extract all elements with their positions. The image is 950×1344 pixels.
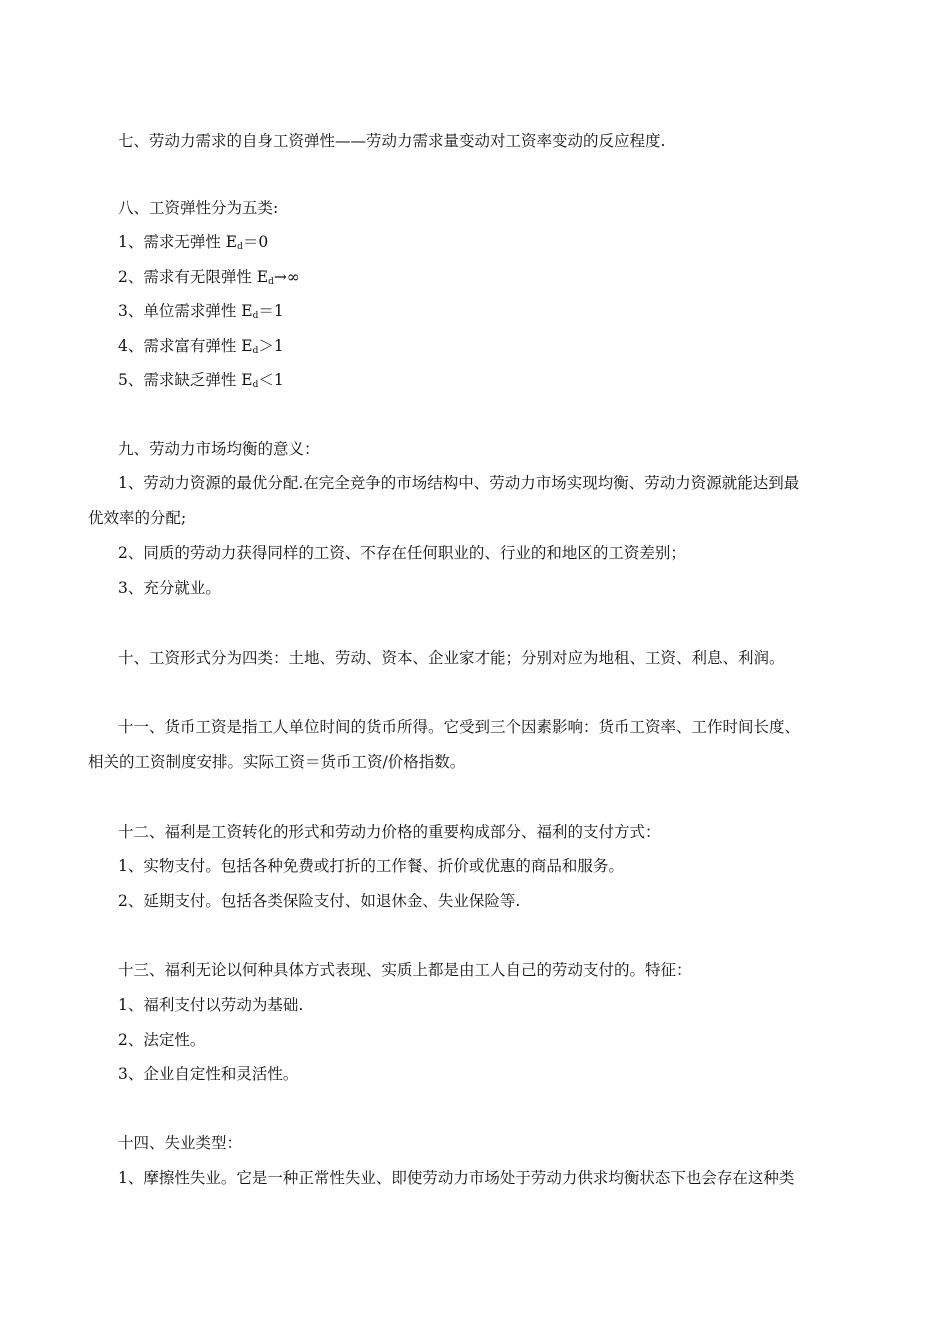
- section-8-item-2: 2、需求有无限弹性 $E_d\to\infty$: [118, 268, 300, 287]
- section-11-line-2: 相关的工资制度安排。实际工资＝货币工资/价格指数。: [88, 753, 466, 771]
- section-12-heading: 十二、福利是工资转化的形式和劳动力价格的重要构成部分、福利的支付方式：: [118, 823, 661, 841]
- section-13-heading: 十三、福利无论以何种具体方式表现、实质上都是由工人自己的劳动支付的。特征：: [118, 961, 692, 979]
- section-9-heading: 九、劳动力市场均衡的意义：: [118, 440, 320, 458]
- section-8-item-5: 5、需求缺乏弹性 $E_d<1$: [118, 371, 284, 390]
- section-8-item-1: 1、需求无弹性 $E_d=0$: [118, 233, 269, 252]
- section-10-heading: 十、工资形式分为四类：土地、劳动、资本、企业家才能；分别对应为地租、工资、利息、利润。: [118, 649, 785, 667]
- section-8-item-4: 4、需求富有弹性 $E_d>1$: [118, 337, 284, 356]
- section-13-item-3: 3、企业自定性和灵活性。: [118, 1065, 299, 1083]
- section-14-item-1: 1、摩擦性失业。它是一种正常性失业、即使劳动力市场处于劳动力供求均衡状态下也会存在这种类: [118, 1169, 795, 1187]
- section-9-item-1-line-1: 1、劳动力资源的最优分配.在完全竞争的市场结构中、劳动力市场实现均衡、劳动力资源就能达到最: [118, 474, 800, 492]
- section-8-item-3: 3、单位需求弹性 $E_d=1$: [118, 302, 284, 321]
- section-9-item-2: 2、同质的劳动力获得同样的工资、不存在任何职业的、行业的和地区的工资差别；: [118, 544, 686, 562]
- section-14-heading: 十四、失业类型：: [118, 1134, 243, 1152]
- section-12-item-2: 2、延期支付。包括各类保险支付、如退休金、失业保险等.: [118, 892, 521, 910]
- section-11-line-1: 十一、货币工资是指工人单位时间的货币所得。它受到三个因素影响：货币工资率、工作时间长度、: [118, 718, 801, 736]
- section-9-item-3: 3、充分就业。: [118, 579, 221, 597]
- section-7-heading: 七、劳动力需求的自身工资弹性——劳动力需求量变动对工资率变动的反应程度.: [118, 132, 666, 150]
- section-8-heading: 八、工资弹性分为五类:: [118, 199, 279, 217]
- section-12-item-1: 1、实物支付。包括各种免费或打折的工作餐、折价或优惠的商品和服务。: [118, 857, 624, 875]
- section-9-item-1-line-2: 优效率的分配;: [88, 509, 187, 527]
- section-13-item-2: 2、法定性。: [118, 1031, 206, 1049]
- section-13-item-1: 1、福利支付以劳动为基础.: [118, 996, 304, 1014]
